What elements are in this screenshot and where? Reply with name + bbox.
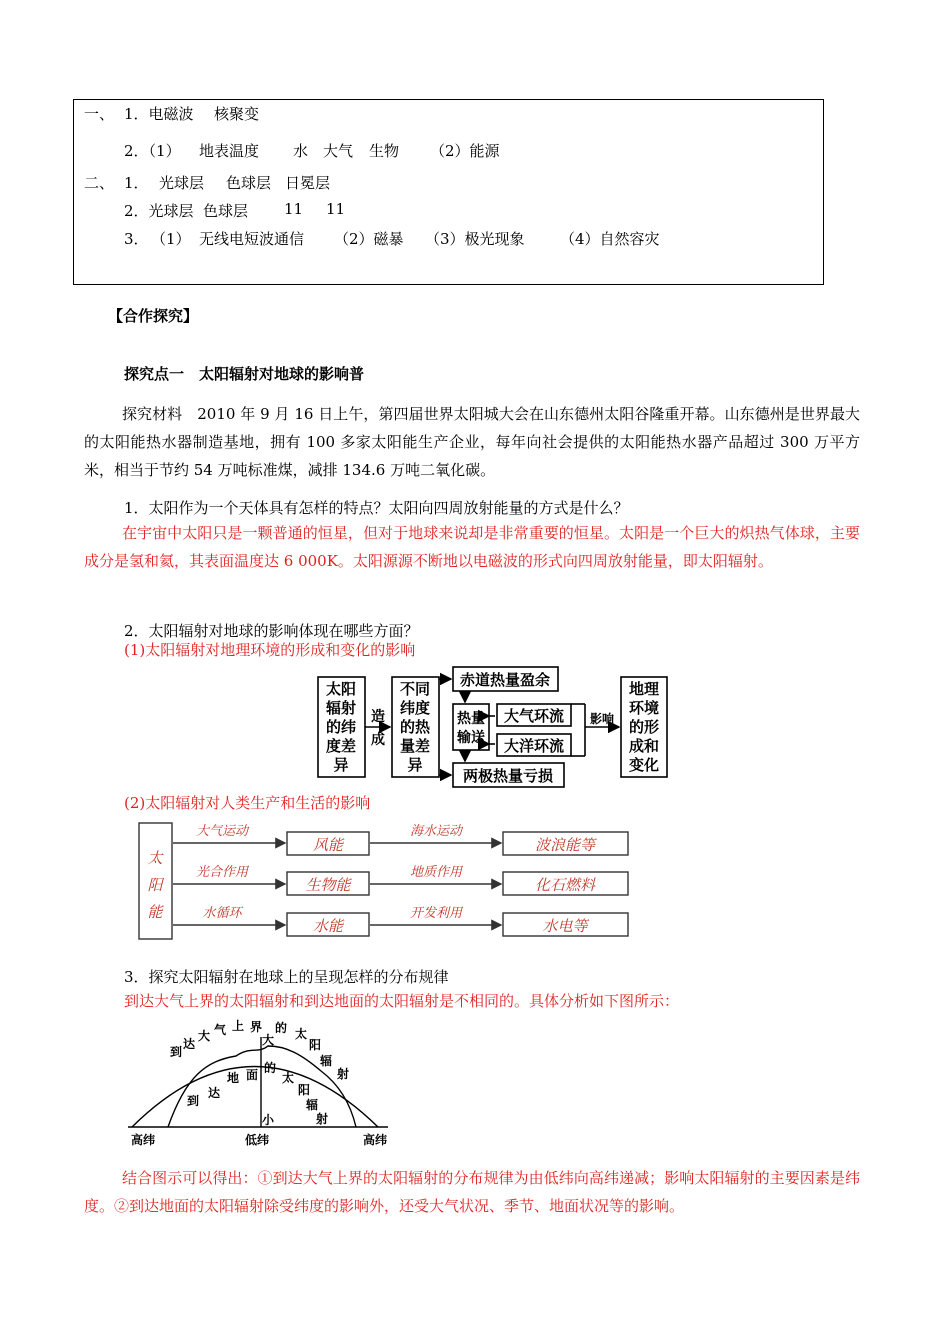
answer-2-1-c: 日冕层	[285, 174, 331, 192]
answer-2-1-b: 色球层	[226, 174, 272, 192]
inner-char-5: 的	[263, 1061, 277, 1075]
outer-char-9: 阳	[308, 1038, 322, 1052]
answer-1: 在宇宙中太阳只是一颗普通的恒星，但对于地球来说却是非常重要的恒星。太阳是一个巨大的炽热气体球，主要成分是氢和氦，其表面温度达 6 000K。太阳源源不断地以电磁波的形式向四周放射能量，即太阳辐射。	[84, 524, 860, 570]
source-char-1: 太	[147, 849, 163, 867]
box1-line2: 辐射	[325, 699, 357, 717]
inner-char-9: 射	[315, 1112, 329, 1126]
inner-char-8: 辐	[305, 1098, 319, 1112]
via-2-1: 光合作用	[195, 865, 249, 880]
answer-1-2-b: 水	[293, 142, 309, 160]
conclusion: 结合图示可以得出：①到达大气上界的太阳辐射的分布规律为由低纬向高纬递减；影响太阳辐射的主要因素是纬度。②到达地面的太阳辐射除受纬度的影响外，还受大气状况、季节、地面状况等的影响。	[84, 1169, 860, 1215]
q2-sub-2: (2)太阳辐射对人类生产和生活的影响	[124, 794, 371, 812]
q2-sub-1: (1)太阳辐射对地理环境的形成和变化的影响	[124, 641, 416, 659]
box2-line2: 纬度	[399, 699, 431, 717]
x-label-2: 低纬	[244, 1133, 270, 1147]
outer-char-5: 上	[231, 1019, 245, 1033]
answer-num-1: 一、	[84, 105, 115, 123]
answer-2-3-e: （4）自然容灾	[560, 230, 660, 248]
answer-2-3-d: （3）极光现象	[425, 230, 525, 248]
answer-2-3: 3．	[124, 230, 149, 248]
causes-1: 造	[371, 709, 385, 725]
outer-char-2: 达	[182, 1037, 196, 1051]
answer-1-2-c: 大气	[323, 142, 354, 160]
outer-char-10: 辐	[319, 1054, 333, 1068]
box1-line4: 度差	[325, 737, 357, 755]
via-1-2: 海水运动	[409, 824, 463, 839]
result-line2: 环境	[628, 699, 660, 717]
via-3-2: 开发利用	[409, 906, 463, 921]
question-3: 3．探究太阳辐射在地球上的呈现怎样的分布规律	[124, 968, 449, 986]
polar-deficit-label: 两极热量亏损	[462, 767, 554, 785]
radiation-distribution-diagram	[126, 1016, 396, 1149]
causes-2: 成	[371, 732, 385, 748]
answer-2-2-b: 11	[284, 200, 304, 218]
question-1: 1．太阳作为一个天体具有怎样的特点？太阳向四周放射能量的方式是什么？	[124, 499, 629, 517]
answer-num-2: 二、	[84, 174, 115, 192]
box2-line5: 异	[407, 756, 423, 774]
end-3: 水电等	[542, 917, 588, 935]
equator-surplus-label: 赤道热量盈余	[459, 671, 551, 689]
box2-line1: 不同	[399, 680, 431, 698]
answer-1-1-b: 核聚变	[214, 105, 260, 123]
atmos-label: 大气环流	[503, 707, 565, 725]
answer-1-2-a: 地表温度	[199, 142, 260, 160]
answer-2-2: 2．光球层	[124, 202, 194, 220]
solar-energy-diagram	[130, 818, 630, 944]
answer-2-1-a: 光球层	[159, 174, 205, 192]
end-2: 化石燃料	[534, 876, 596, 894]
transport-1: 热量	[457, 711, 485, 727]
outer-char-1: 到	[169, 1045, 183, 1059]
outer-char-6: 界	[249, 1020, 263, 1034]
inner-char-2: 达	[207, 1086, 221, 1100]
result-line1: 地理	[628, 680, 660, 698]
outer-char-3: 大	[197, 1029, 211, 1043]
inner-char-1: 到	[186, 1094, 200, 1108]
x-label-3: 高纬	[362, 1133, 388, 1147]
box1-line5: 异	[333, 756, 349, 774]
outer-char-7: 的	[274, 1021, 288, 1035]
answer-1-2-e: （2）能源	[430, 142, 500, 160]
answer-2-3-a: （1）	[151, 230, 191, 248]
answer-1-2: 2．（1）	[124, 142, 181, 160]
via-3-1: 水循环	[202, 906, 242, 921]
heat-flow-diagram	[310, 664, 675, 788]
result-line5: 变化	[628, 756, 660, 774]
material-paragraph: 探究材料 2010 年 9 月 16 日上午，第四届世界太阳城大会在山东德州太阳谷隆重开幕。山东德州是世界最大的太阳能热水器制造基地，拥有 100 多家太阳能生产企业，每年向社会提供的太阳能热水器产品超过 300 万平方米，相当于节约 54 万吨标准煤，减排 134.6 万吨二氧化碳。	[84, 405, 860, 479]
answer-2-3-b: 无线电短波通信	[199, 230, 305, 248]
result-line3: 的形	[628, 718, 660, 736]
question-2: 2．太阳辐射对地球的影响体现在哪些方面？	[124, 622, 419, 640]
topic-heading: 探究点一 太阳辐射对地球的影响普	[124, 365, 365, 383]
source-char-3: 能	[147, 903, 163, 921]
answer-2-2-c: 11	[326, 200, 346, 218]
outer-char-4: 气	[213, 1023, 227, 1037]
box2-line4: 量差	[399, 737, 431, 755]
small-label: 小	[261, 1113, 275, 1127]
inner-char-4: 面	[245, 1068, 259, 1082]
answer-2-1: 1．	[124, 174, 149, 192]
mid-1: 风能	[312, 836, 344, 854]
result-line4: 成和	[628, 737, 660, 755]
ocean-label: 大洋环流	[503, 737, 565, 755]
x-label-1: 高纬	[130, 1133, 156, 1147]
via-1-1: 大气运动	[195, 824, 249, 839]
inner-char-6: 太	[281, 1071, 295, 1085]
box1-line3: 的纬	[325, 718, 357, 736]
outer-char-11: 射	[336, 1067, 350, 1081]
answer-3: 到达大气上界的太阳辐射和到达地面的太阳辐射是不相同的。具体分析如下图所示：	[124, 992, 680, 1010]
answer-1-1: 1．电磁波	[124, 105, 194, 123]
source-char-2: 阳	[147, 876, 163, 894]
outer-char-8: 太	[294, 1027, 308, 1041]
end-1: 波浪能等	[534, 836, 596, 854]
answer-2-3-c: （2）磁暴	[334, 230, 404, 248]
box1-line1: 太阳	[325, 680, 357, 698]
box2-line3: 的热	[399, 718, 431, 736]
inner-char-3: 地	[226, 1071, 240, 1085]
mid-3: 水能	[312, 917, 344, 935]
answer-2-2-a: 色球层	[203, 202, 249, 220]
section-heading: 【合作探究】	[108, 307, 199, 325]
answer-1-2-d: 生物	[369, 142, 400, 160]
transport-2: 输送	[457, 730, 485, 746]
mid-2: 生物能	[305, 876, 351, 894]
influence-label: 影响	[589, 712, 615, 726]
via-2-2: 地质作用	[409, 865, 463, 880]
inner-char-7: 阳	[297, 1083, 311, 1097]
big-label: 大	[261, 1033, 275, 1047]
